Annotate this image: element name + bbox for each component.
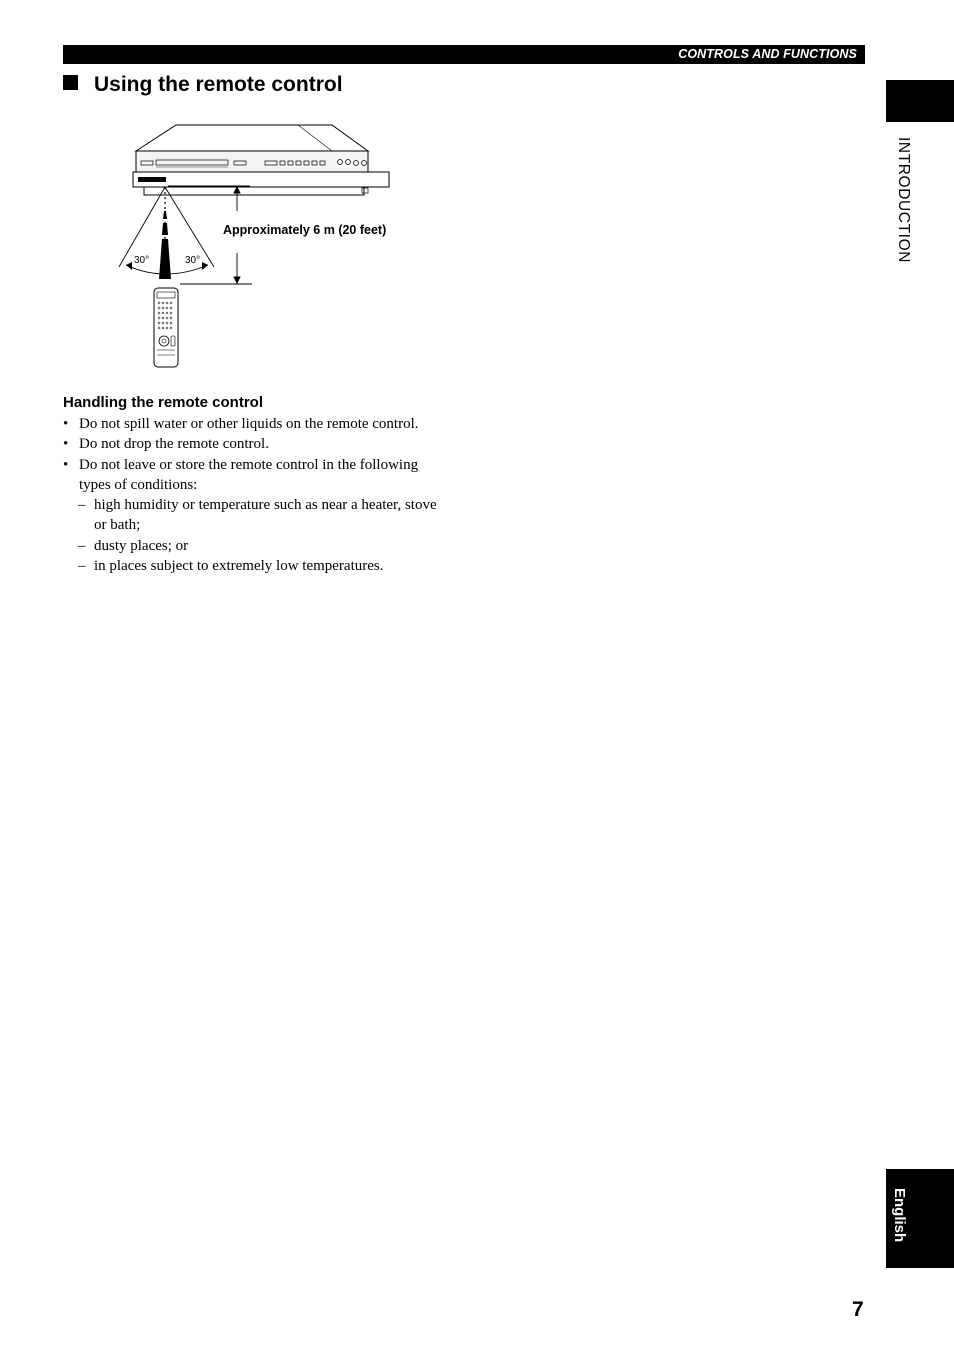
list-item-text: Do not spill water or other liquids on the remote control. (79, 416, 419, 432)
running-header: CONTROLS AND FUNCTIONS (678, 47, 857, 61)
list-item-text: Do not drop the remote control. (79, 436, 269, 453)
list-item (63, 434, 443, 454)
square-bullet-icon (63, 75, 78, 90)
chapter-side-label (890, 137, 912, 287)
list-item (63, 455, 443, 496)
sub-list-item (63, 536, 443, 556)
sub-list-item-text: dusty places; or (94, 537, 189, 554)
section-title-text: Using the remote control (94, 73, 343, 96)
angle-label-left: 30° (134, 255, 150, 266)
player-illustration (133, 125, 389, 195)
chapter-tab-marker (886, 80, 954, 122)
remote-handset-illustration (154, 288, 178, 367)
language-side-label-text: English (891, 1188, 908, 1243)
chapter-side-label-text: INTRODUCTION (895, 137, 912, 264)
language-side-label (888, 1188, 910, 1258)
sub-list-item (63, 556, 443, 576)
handling-list (63, 414, 443, 576)
remote-control-range-figure (110, 115, 420, 375)
angle-label-right: 30° (185, 255, 201, 266)
bullet-icon: • (63, 436, 69, 453)
bullet-icon: • (63, 416, 69, 432)
sub-list-item-text: in places subject to extremely low temperatures. (94, 558, 384, 575)
distance-label: Approximately 6 m (20 feet) (223, 223, 387, 237)
handling-heading: Handling the remote control (63, 394, 264, 411)
list-item-text: Do not leave or store the remote control in the following types of conditions: (79, 456, 419, 493)
header-bar (63, 45, 865, 64)
remote-range-diagram (110, 115, 420, 375)
page-number: 7 (852, 1298, 864, 1321)
section-title (63, 73, 343, 97)
sub-list-item (63, 495, 443, 536)
dash-icon: – (78, 558, 86, 575)
dash-icon: – (78, 497, 86, 514)
dash-icon: – (78, 537, 86, 554)
list-item (63, 414, 443, 434)
sub-list-item-text: high humidity or temperature such as near a heater, stove or bath; (94, 497, 437, 534)
bullet-icon: • (63, 456, 69, 473)
